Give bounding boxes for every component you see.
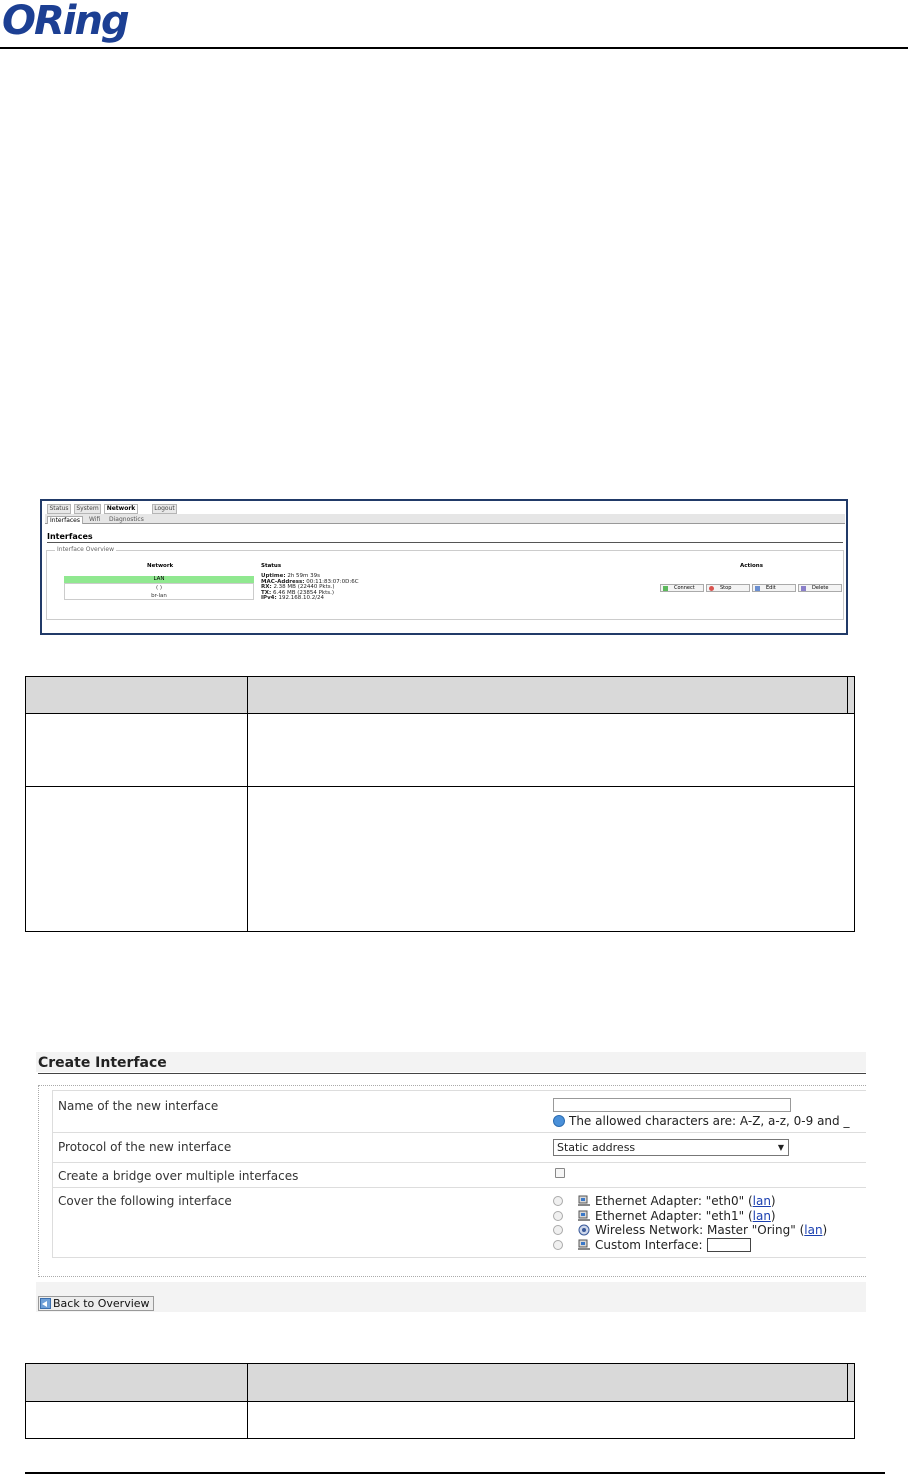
status-line: RX: 2.38 MB (22440 Pkts.) <box>261 584 335 590</box>
delete-icon <box>801 586 806 591</box>
subtab-interfaces[interactable]: Interfaces <box>47 516 83 524</box>
wireless-icon <box>577 1224 591 1236</box>
lan-link[interactable]: lan <box>752 1209 771 1223</box>
tab-logout[interactable]: Logout <box>152 504 177 514</box>
row-divider <box>26 1401 854 1402</box>
device-name: br-lan <box>151 593 167 599</box>
title-rule <box>38 1073 866 1074</box>
info-icon <box>553 1115 565 1127</box>
stop-button[interactable]: Stop <box>706 584 750 592</box>
bottom-band <box>36 1282 866 1312</box>
bridge-label: Create a bridge over multiple interfaces <box>58 1169 299 1183</box>
oring-logo <box>0 0 160 46</box>
radio-eth0[interactable] <box>553 1196 563 1206</box>
sub-tab-bar <box>45 514 845 524</box>
status-line: IPv4: 192.168.10.2/24 <box>261 595 325 601</box>
header-edge <box>847 677 848 713</box>
column-divider <box>247 1364 248 1438</box>
connect-icon <box>663 586 668 591</box>
actions-header: Actions <box>740 563 763 569</box>
subtab-wifi[interactable]: Wifi <box>89 516 101 523</box>
lan-link[interactable]: lan <box>752 1194 771 1208</box>
back-arrow-icon <box>40 1298 51 1309</box>
table-header-row <box>26 677 854 713</box>
protocol-label: Protocol of the new interface <box>58 1140 232 1154</box>
form-row-divider <box>52 1132 866 1133</box>
subtab-diagnostics[interactable]: Diagnostics <box>109 516 144 523</box>
bridge-checkbox[interactable] <box>555 1168 565 1178</box>
back-to-overview-button[interactable]: Back to Overview <box>38 1296 154 1311</box>
logo-text: ORing <box>2 0 128 44</box>
radio-wireless[interactable] <box>553 1225 563 1235</box>
interfaces-screenshot <box>40 499 848 635</box>
name-label: Name of the new interface <box>58 1099 219 1113</box>
delete-button[interactable]: Delete <box>798 584 842 592</box>
description-table-1 <box>25 676 855 932</box>
fieldset-legend: Interface Overview <box>57 546 115 553</box>
column-divider <box>247 677 248 931</box>
page-title: Interfaces <box>47 532 93 541</box>
ethernet-icon <box>577 1210 591 1222</box>
cover-label: Cover the following interface <box>58 1194 232 1208</box>
tab-system[interactable]: System <box>74 504 101 514</box>
protocol-select[interactable]: Static address ▼ <box>553 1139 789 1156</box>
chevron-down-icon: ▼ <box>777 1143 784 1152</box>
interface-name-input[interactable] <box>553 1098 791 1112</box>
header-edge <box>847 1364 848 1401</box>
interface-overview-fieldset <box>46 546 844 620</box>
interface-option-wireless[interactable]: Wireless Network: Master "Oring" ( lan ) <box>553 1223 827 1237</box>
connect-button[interactable]: Connect <box>660 584 704 592</box>
stop-icon <box>709 586 714 591</box>
header-rule <box>0 47 908 49</box>
form-row-divider <box>52 1162 866 1163</box>
footer-rule <box>25 1472 885 1474</box>
radio-custom[interactable] <box>553 1240 563 1250</box>
radio-eth1[interactable] <box>553 1211 563 1221</box>
table-header-row <box>26 1364 854 1401</box>
title-rule <box>47 542 843 543</box>
form-row-divider <box>52 1187 866 1188</box>
tab-network[interactable]: Network <box>104 504 138 514</box>
name-hint: The allowed characters are: A-Z, a-z, 0-9 and _ <box>553 1114 849 1128</box>
main-tab-bar <box>42 501 846 515</box>
lan-device-box <box>64 583 254 600</box>
custom-interface-input[interactable] <box>707 1238 751 1252</box>
edit-button[interactable]: Edit <box>752 584 796 592</box>
row-divider <box>26 713 854 714</box>
status-header: Status <box>261 563 282 569</box>
tab-status[interactable]: Status <box>47 504 71 514</box>
create-interface-title: Create Interface <box>38 1055 167 1071</box>
network-header: Network <box>147 563 174 569</box>
interface-option-custom[interactable]: Custom Interface: <box>553 1238 751 1252</box>
lan-label: LAN <box>64 576 254 583</box>
interface-option-eth1[interactable]: Ethernet Adapter: "eth1" ( lan ) <box>553 1209 776 1223</box>
description-table-2 <box>25 1363 855 1439</box>
device-icons: ( ) <box>155 585 163 591</box>
lan-link[interactable]: lan <box>804 1223 823 1237</box>
interface-option-eth0[interactable]: Ethernet Adapter: "eth0" ( lan ) <box>553 1194 776 1208</box>
edit-icon <box>755 586 760 591</box>
status-line: Uptime: 2h 59m 39s <box>261 573 321 579</box>
status-line: MAC-Address: 00:11:83:07:0D:6C <box>261 578 359 585</box>
ethernet-icon <box>577 1239 591 1251</box>
create-interface-screenshot <box>36 1052 866 1312</box>
ethernet-icon <box>577 1195 591 1207</box>
actions-group <box>660 584 842 592</box>
status-block <box>261 574 359 602</box>
status-line: TX: 6.46 MB (23854 Pkts.) <box>261 589 335 596</box>
row-divider <box>26 786 854 787</box>
